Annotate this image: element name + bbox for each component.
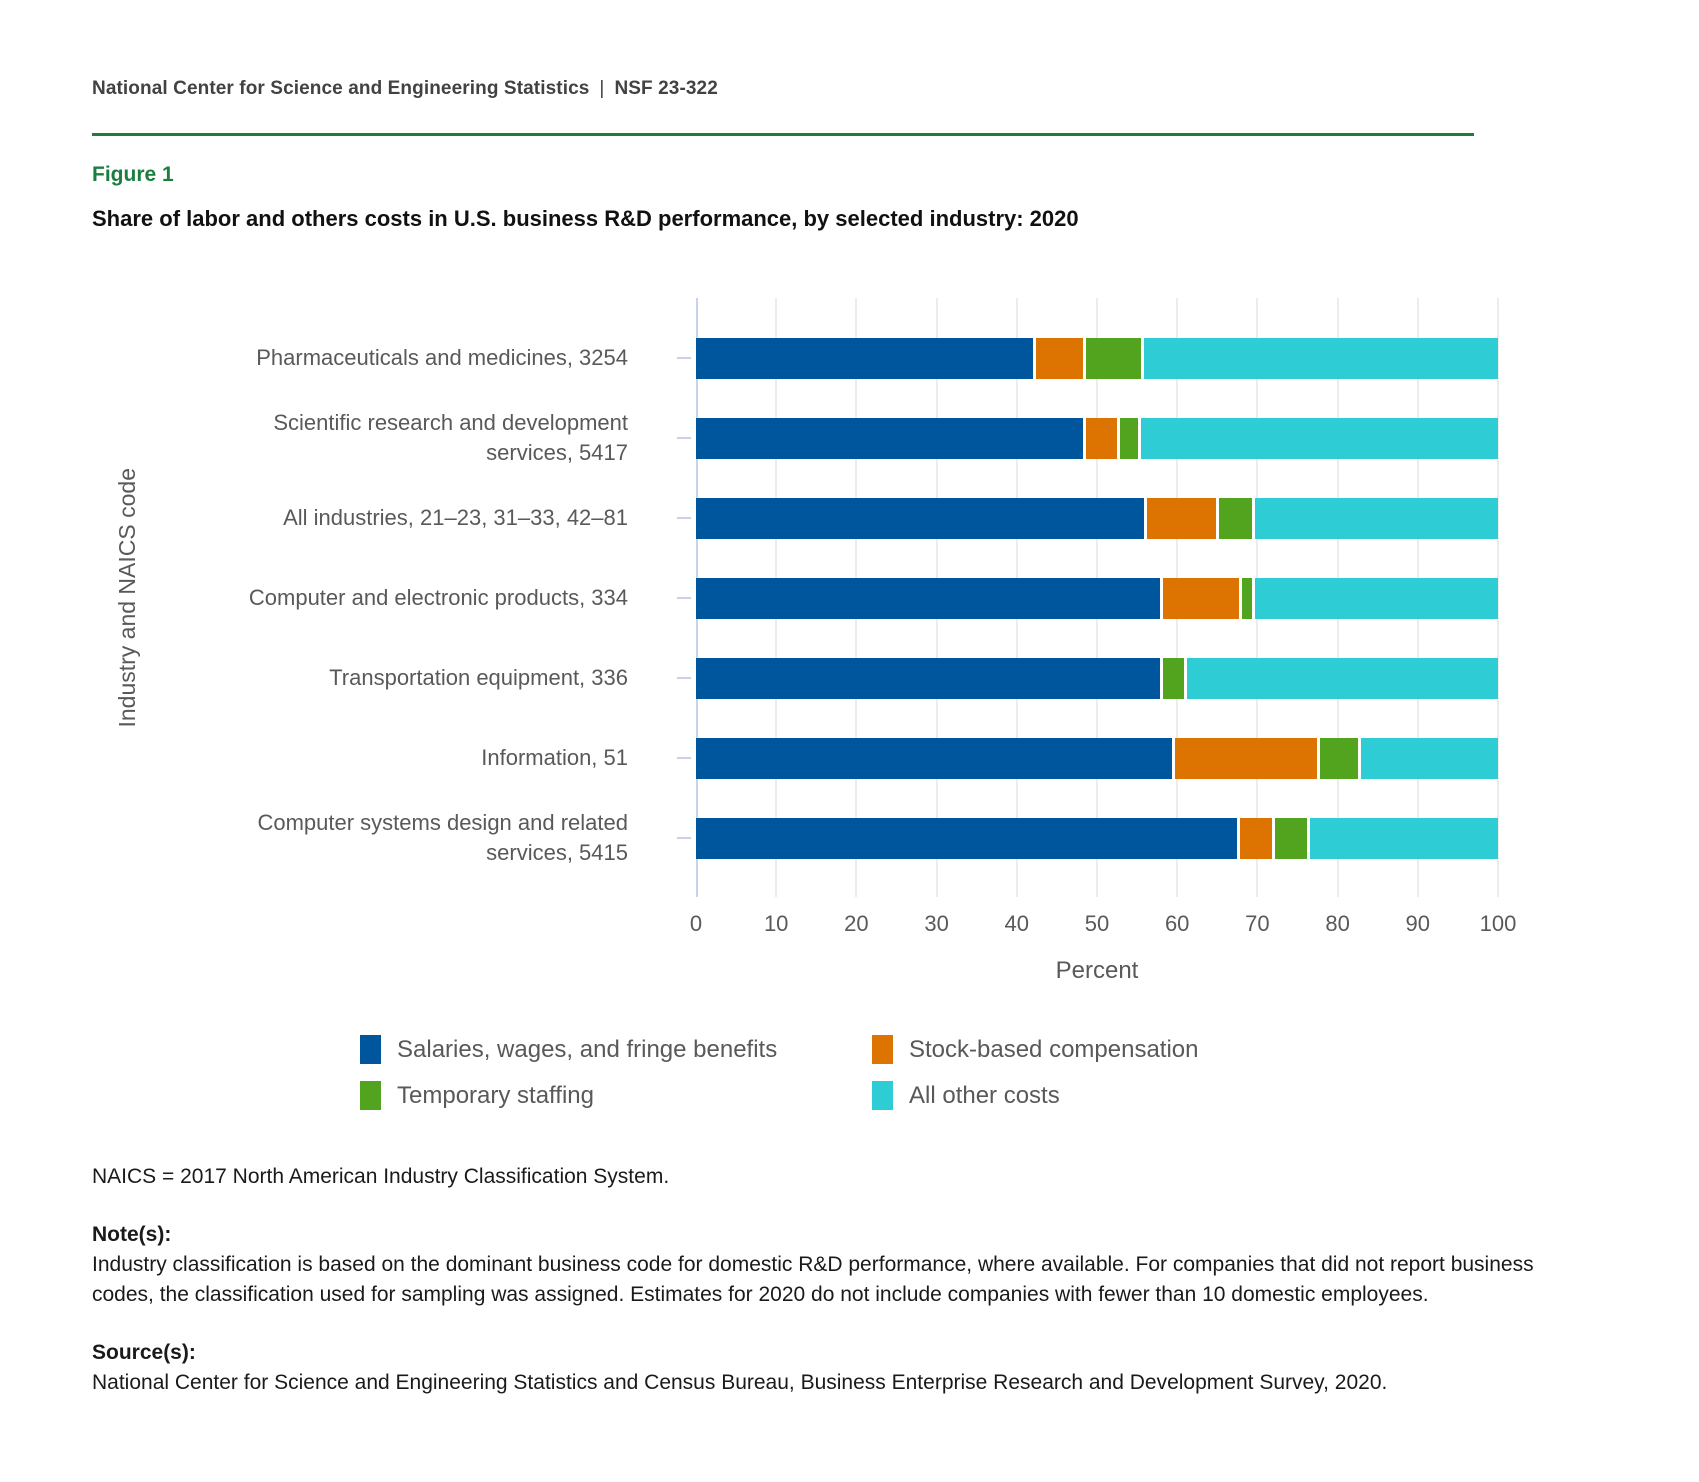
bar-segment	[1317, 738, 1359, 779]
bar-row	[162, 798, 1498, 878]
notes-label: Note(s):	[92, 1223, 172, 1246]
legend-label: Stock-based compensation	[909, 1035, 1199, 1063]
plot-area	[162, 298, 1498, 897]
x-tick-label: 80	[1325, 911, 1350, 936]
bar-segment	[1239, 578, 1252, 619]
bar-segment	[1117, 418, 1138, 459]
bar-track	[696, 578, 1498, 619]
x-axis	[689, 911, 1517, 937]
category-label: Computer and electronic products, 334	[248, 585, 628, 610]
legend-label: All other costs	[909, 1081, 1060, 1109]
agency-name: National Center for Science and Engineering Statistics	[92, 78, 590, 99]
legend-item	[872, 1081, 1699, 1110]
legend-item	[360, 1035, 872, 1064]
y-axis-title: Industry and NAICS code	[113, 468, 140, 728]
bar-track	[696, 738, 1498, 779]
bar-segment	[1272, 818, 1307, 859]
category-label: Transportation equipment, 336	[329, 665, 628, 690]
document-header	[92, 78, 1699, 100]
bar-segment	[1141, 338, 1498, 379]
bar-row	[162, 478, 1498, 558]
x-tick-label: 40	[1004, 911, 1030, 936]
bar-track	[696, 338, 1498, 379]
x-tick-label: 0	[689, 911, 703, 936]
legend-swatch	[360, 1035, 381, 1064]
legend-label: Temporary staffing	[397, 1081, 594, 1109]
report-number: NSF 23-322	[614, 78, 718, 99]
sources-text: National Center for Science and Engineering Statistics and Census Bureau, Business Enterprise Research and Development Survey, 2020.	[92, 1371, 1388, 1394]
bar-segment	[696, 578, 1160, 619]
bar-track	[696, 418, 1498, 459]
category-label: Information, 51	[481, 745, 628, 770]
bar-segment	[1252, 578, 1498, 619]
bar-row	[162, 718, 1498, 798]
bar-row	[162, 558, 1498, 638]
bar-segment	[1083, 338, 1141, 379]
notes-block	[92, 1162, 1557, 1398]
category-label: Pharmaceuticals and medicines, 3254	[256, 345, 628, 370]
header-rule	[92, 133, 1474, 136]
x-tick-label: 90	[1405, 911, 1431, 936]
figure-label: Figure 1	[92, 163, 174, 186]
bar-row	[162, 318, 1498, 398]
bar-segment	[1252, 498, 1498, 539]
bar-segment	[696, 658, 1160, 699]
legend-item	[360, 1081, 872, 1110]
bar-segment	[1184, 658, 1498, 699]
bar-track	[696, 818, 1498, 859]
bar-segment	[1160, 658, 1183, 699]
bar-track	[696, 498, 1498, 539]
bar-segment	[1237, 818, 1272, 859]
x-tick-label: 20	[844, 911, 869, 936]
x-tick-label: 60	[1164, 911, 1190, 936]
legend-swatch	[360, 1081, 381, 1110]
legend-swatch	[872, 1081, 893, 1110]
bar-segment	[696, 818, 1237, 859]
bar-segment	[1083, 418, 1117, 459]
figure-title: Share of labor and others costs in U.S. business R&D performance, by selected industry: 2020	[92, 206, 1079, 231]
bar-segment	[1160, 578, 1239, 619]
bar-segment	[696, 738, 1172, 779]
header-separator: |	[599, 78, 605, 99]
legend-label: Salaries, wages, and fringe benefits	[397, 1035, 778, 1063]
y-axis-title-box	[92, 298, 162, 898]
notes-text: Industry classification is based on the dominant business code for domestic R&D performance, where available. For companies that did not report business codes, the classification used for sampling was assigned. Estimates for 2020 do not include companies with fewer than 10 domestic employees.	[92, 1253, 1534, 1306]
bar-segment	[696, 418, 1083, 459]
x-axis-title: Percent	[1055, 957, 1139, 984]
bar-segment	[1307, 818, 1498, 859]
bar-segment	[1138, 418, 1498, 459]
x-tick-label: 70	[1245, 911, 1270, 936]
category-label: All industries, 21–23, 31–33, 42–81	[283, 505, 628, 530]
x-tick-label: 100	[1479, 911, 1517, 936]
bar-rows	[162, 298, 1498, 897]
chart-legend	[360, 1035, 1699, 1110]
category-label: Computer systems design and related services, 5415	[257, 810, 628, 865]
category-label: Scientific research and development services, 5417	[273, 410, 628, 465]
x-tick-label: 50	[1084, 911, 1110, 936]
bar-segment	[696, 498, 1144, 539]
x-tick-label: 10	[763, 911, 789, 936]
bar-segment	[696, 338, 1033, 379]
bar-segment	[1144, 498, 1217, 539]
bar-row	[162, 398, 1498, 478]
abbreviation-note: NAICS = 2017 North American Industry Classification System.	[92, 1165, 670, 1188]
bar-segment	[1358, 738, 1498, 779]
stacked-bar-chart	[92, 298, 1699, 985]
bar-track	[696, 658, 1498, 699]
x-tick-label: 30	[924, 911, 949, 936]
legend-item	[872, 1035, 1699, 1064]
sources-label: Source(s):	[92, 1341, 196, 1364]
legend-swatch	[872, 1035, 893, 1064]
bar-segment	[1033, 338, 1084, 379]
bar-segment	[1216, 498, 1251, 539]
bar-segment	[1172, 738, 1316, 779]
bar-row	[162, 638, 1498, 718]
